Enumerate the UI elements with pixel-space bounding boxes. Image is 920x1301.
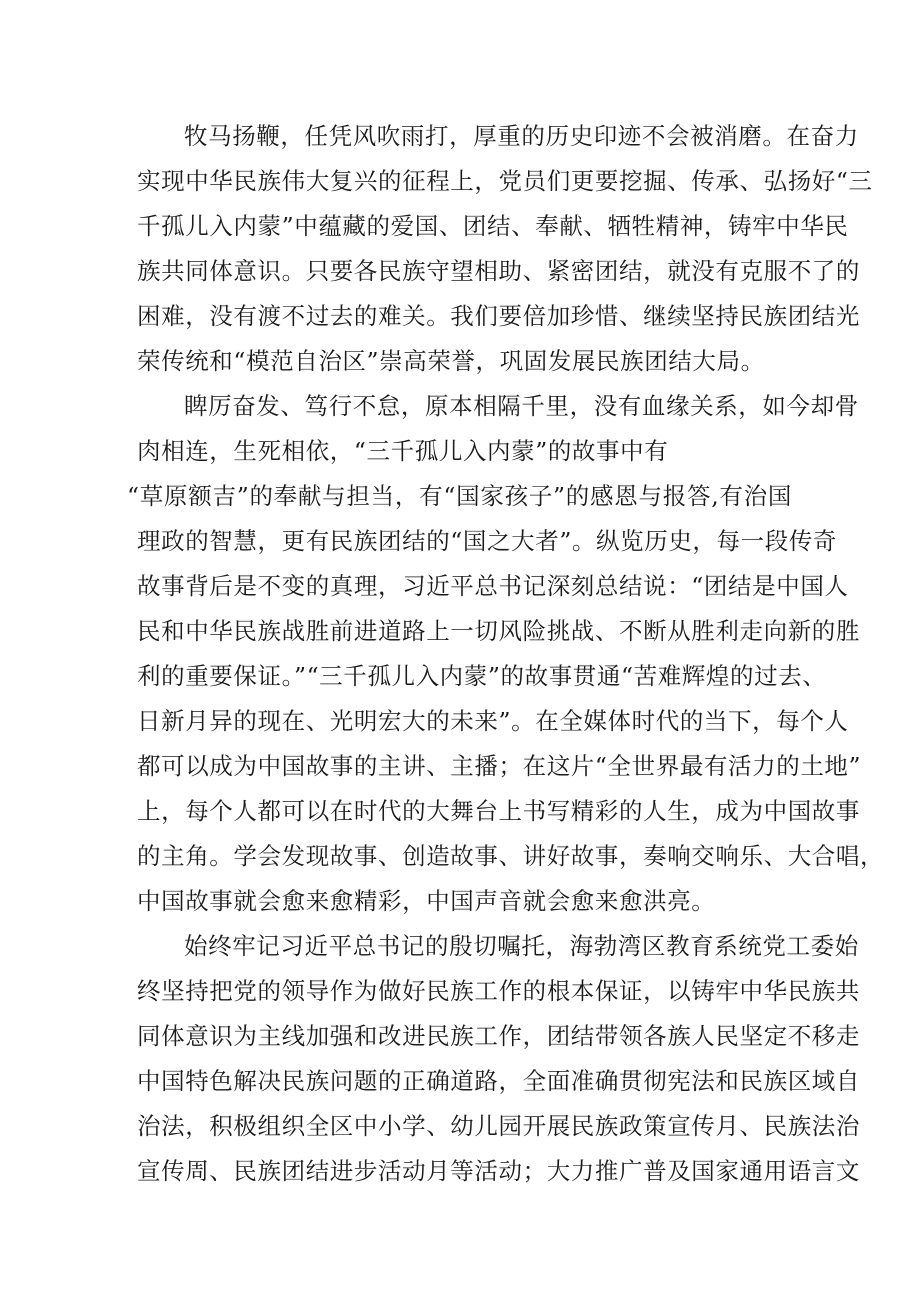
text-line: 肉相连，生死相依，“三千孤儿入内蒙”的故事中有 (137, 437, 669, 465)
text-line: 千孤儿入内蒙”中蕴藏的爱国、团结、奉献、牺牲精神，铸牢中华民 (137, 212, 849, 240)
text-line: 都可以成为中国故事的主讲、主播；在这片“全世界最有活力的土地” (137, 752, 862, 780)
text-line: 族共同体意识。只要各民族守望相助、紧密团结，就没有克服不了的 (137, 257, 860, 285)
text-line: 的主角。学会发现故事、创造故事、讲好故事，奏响交响乐、大合唱， (137, 842, 885, 870)
text-line: 利的重要保证。”“三千孤儿入内蒙”的故事贯通“苦难辉煌的过去、 (137, 662, 827, 690)
text-line: 牧马扬鞭，任凭风吹雨打，厚重的历史印迹不会被消磨。在奋力 (184, 122, 859, 150)
text-line: 睥厉奋发、笃行不怠，原本相隔千里，没有血缘关系，如今却骨 (184, 392, 859, 420)
text-line: 困难，没有渡不过去的难关。我们要倍加珍惜、继续坚持民族团结光 (137, 302, 860, 330)
text-line: 治法，积极组织全区中小学、幼儿园开展民族政策宣传月、民族法治 (137, 1112, 860, 1140)
text-line: 始终牢记习近平总书记的殷切嘱托，海勃湾区教育系统党工委始 (184, 932, 859, 960)
text-line: 终坚持把党的领导作为做好民族工作的根本保证，以铸牢中华民族共 (137, 977, 860, 1005)
text-line: 民和中华民族战胜前进道路上一切风险挑战、不断从胜利走向新的胜 (137, 617, 860, 645)
text-line: “草原额吉”的奉献与担当，有“国家孩子”的感恩与报答,有治国 (127, 482, 792, 510)
text-line: 故事背后是不变的真理，习近平总书记深刻总结说：“团结是中国人 (137, 572, 849, 600)
text-line: 荣传统和“模范自治区”崇高荣誉，巩固发展民族团结大局。 (137, 347, 765, 375)
text-line: 实现中华民族伟大复兴的征程上，党员们更要挖掘、传承、弘扬好“三 (137, 167, 873, 195)
text-line: 上，每个人都可以在时代的大舞台上书写精彩的人生，成为中国故事 (137, 797, 860, 825)
text-line: 日新月异的现在、光明宏大的未来”。在全媒体时代的当下，每个人 (137, 707, 849, 735)
text-line: 宣传周、民族团结进步活动月等活动；大力推广普及国家通用语言文 (137, 1157, 860, 1185)
text-line: 中国特色解决民族问题的正确道路，全面准确贯彻宪法和民族区域自 (137, 1067, 860, 1095)
text-line: 中国故事就会愈来愈精彩，中国声音就会愈来愈洪亮。 (137, 887, 716, 915)
text-line: 同体意识为主线加强和改进民族工作，团结带领各族人民坚定不移走 (137, 1022, 860, 1050)
text-line: 理政的智慧，更有民族团结的“国之大者”。纵览历史，每一段传奇 (137, 527, 838, 555)
